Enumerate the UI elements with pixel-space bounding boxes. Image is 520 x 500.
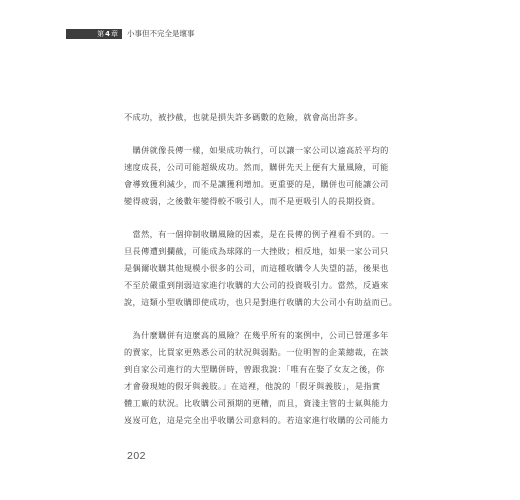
text-line: 體工廠的狀況。比收購公司預期的更糟，而且，資淺主管的士氣與能力 (124, 398, 389, 408)
running-header (66, 29, 195, 39)
text-line: 才會發現她的假牙與義肢。」在這裡，他說的「假牙與義肢」，是指實 (124, 381, 381, 391)
paragraph-1 (124, 109, 400, 126)
paragraph-3 (124, 226, 400, 311)
page-number: 202 (127, 450, 147, 462)
text-line: 說，這類小型收購即使成功，也只是對進行收購的大公司小有助益而已。 (124, 297, 398, 307)
body-text (124, 109, 400, 445)
text-line: 不至於嚴重到削弱這家進行收購的大公司的投資吸引力。當然，反過來 (124, 280, 389, 290)
text-line: 購併就像長傳一樣，如果成功執行，可以讓一家公司以遠高於平均的 (124, 145, 389, 155)
text-line: 到自家公司進行的大型購併時，曾跟我說：「唯有在娶了女友之後，你 (124, 364, 385, 374)
chapter-tab (66, 29, 122, 39)
text-line: 速度成長，公司可能超級成功。然而，購併先天上便有大量風險，可能 (124, 162, 389, 172)
text-line: 會導致獲利減少，而不是讓獲利增加。更重要的是，購併也可能讓公司 (124, 179, 389, 189)
text-line: 岌岌可危，這是完全出乎收購公司意料的。若這家進行收購的公司能力 (124, 415, 389, 425)
chapter-prefix: 第 (97, 30, 105, 38)
text-line: 變得疲弱，之後數年變得較不吸引人，而不是更吸引人的長期投資。 (124, 196, 381, 206)
chapter-number: 4 (105, 30, 110, 38)
text-line: 的賣家，比買家更熟悉公司的狀況與弱點。一位明智的企業總裁，在談 (124, 347, 389, 357)
text-line: 為什麼購併有這麼高的風險？在幾乎所有的案例中，公司已營運多年 (124, 330, 389, 340)
running-title: 小事但不完全是壞事 (127, 29, 195, 38)
paragraph-4 (124, 327, 400, 429)
text-line: 當然，有一個抑制收購風險的因素，是在長傳的例子裡看不到的。一 (124, 229, 389, 239)
text-line: 是偶爾收購其他規模小很多的公司，而這種收購令人失望的話，後果也 (124, 263, 389, 273)
text-line: 不成功，被抄截，也就是損失許多碼數的危險，就會高出許多。 (124, 112, 364, 122)
chapter-suffix: 章 (111, 30, 118, 38)
paragraph-2 (124, 142, 400, 210)
text-line: 旦長傳遭到攔截，可能成為球隊的一大挫敗；相反地，如果一家公司只 (124, 246, 389, 256)
